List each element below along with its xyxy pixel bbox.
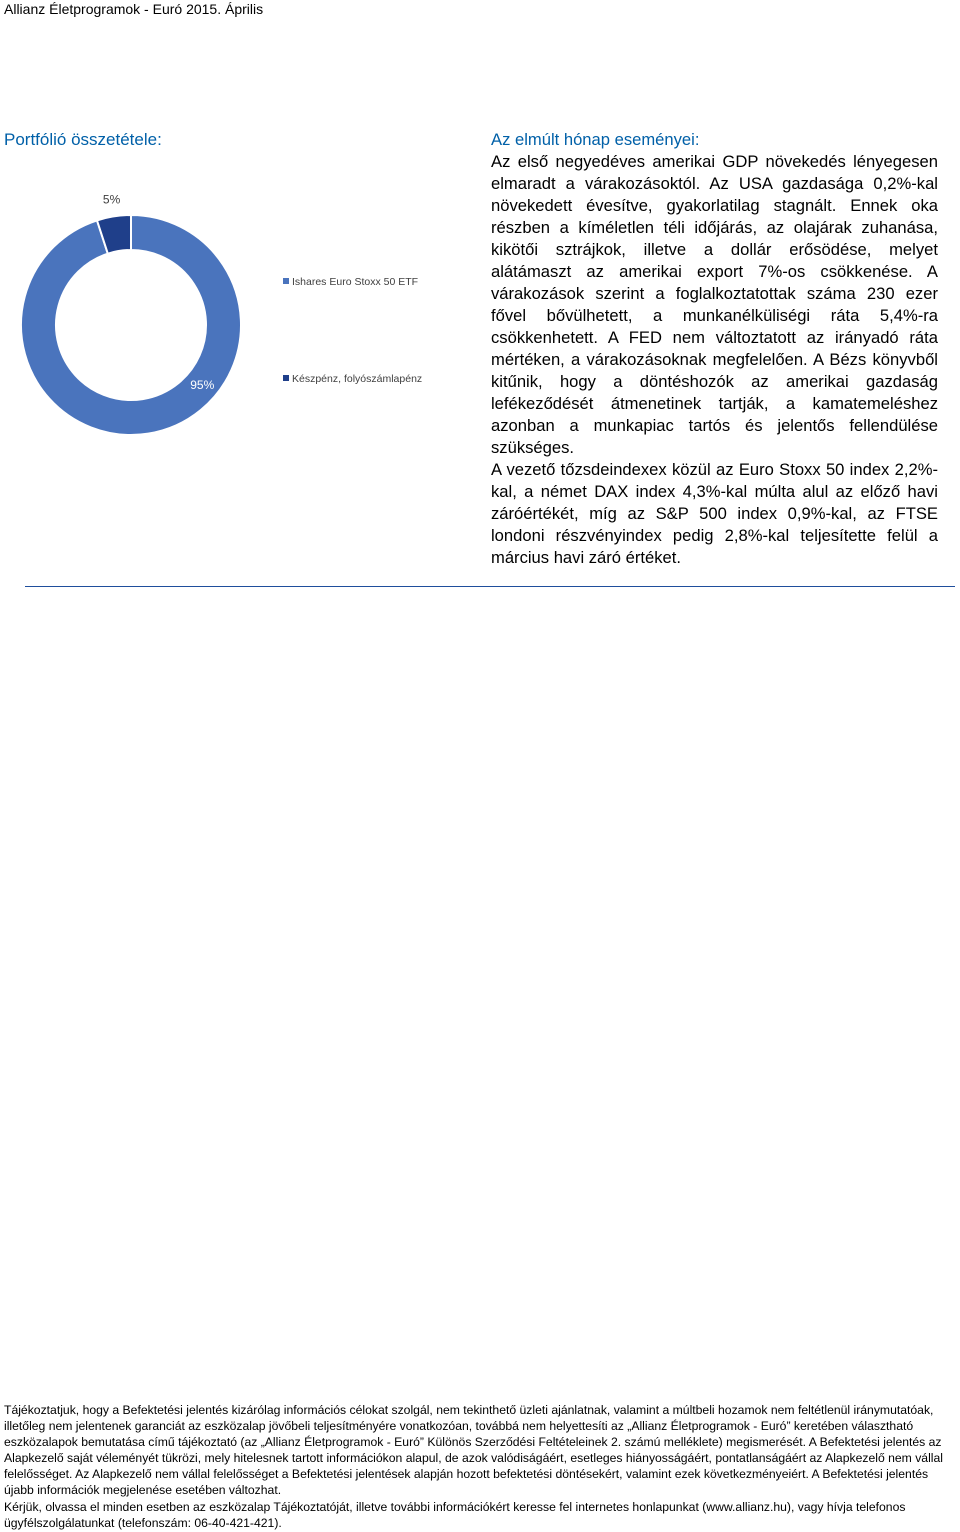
section-divider bbox=[25, 586, 955, 587]
news-paragraph-1: Az első negyedéves amerikai GDP növekedés lényegesen elmaradt a várakozásoktól. Az USA gazdasága 0,2%-kal növekedett évesítve, gyakorlatilag stagnált. Ennek oka részben a kíméletlen téli időjárás, az olajárak zuhanása, kikötői sztrájkok, illetve a dollár erősödése, melyet alátámaszt az amerikai export 7%-os csökkenése. A várakozások szerint a foglalkoztatottak száma 230 ezer fővel bővülhetett, a munkanélküliségi ráta 5,4%-ra csökkenhetett. A FED nem változtatott az irányadó ráta mértéken, a várakozásoknak megfelelően. A Bézs könyvből kitűnik, hogy a döntéshozók az amerikai gazdaság lefékeződését átmenetinek tartják, a kamatemeléshez azonban a munkapiac tartós és jelentős fellendülése szükséges. bbox=[491, 152, 938, 457]
portfolio-heading: Portfólió összetétele: bbox=[4, 130, 162, 149]
legend-label-cash: Készpénz, folyószámlapénz bbox=[292, 372, 423, 385]
news-paragraph-2: A vezető tőzsdeindexex közül az Euro Stoxx 50 index 2,2%-kal, a német DAX index 4,3%-kal múlta alul az előző havi záróértékét, míg az S&P 500 index 0,9%-kal, az FTSE londoni részvényindex pedig 2,8%-kal teljesítette felül a március havi záró értéket. bbox=[491, 460, 938, 567]
news-heading: Az elmúlt hónap eseményei: bbox=[491, 130, 700, 149]
legend-swatch-cash bbox=[283, 375, 289, 381]
data-label-etf: 95% bbox=[190, 378, 215, 393]
disclaimer bbox=[4, 1402, 954, 1531]
portfolio-donut-svg bbox=[0, 0, 480, 560]
legend-label-etf: Ishares Euro Stoxx 50 ETF bbox=[292, 275, 419, 288]
disclaimer-paragraph-1: Tájékoztatjuk, hogy a Befektetési jelentés kizárólag információs célokat szolgál, nem tekinthető üzleti ajánlatnak, valamint a múltbeli hozamok nem feltétlenül iránymutatóak, illetőleg nem jelentenek garanciát az eszközalap jövőbeli teljesítményére vonatkozóan, továbbá nem helyettesíti az „Allianz Életprogramok - Euró” keretében választható eszközalapok bemutatása című tájékoztató (az „Allianz Életprogramok - Euró” Különös Szerződési Feltételeinek 2. számú melléklete) megismerését. A Befektetési jelentés az Alapkezelő saját véleményét tükrözi, mely hitelesnek tartott információkon alapul, de azok valódiságáért, esetleges hiányosságáért, pontatlanságáért az Alapkezelő nem vállal felelősséget. Az Alapkezelő nem vállal felelősséget a Befektetési jelentések alapján hozott befektetési döntésekért, valamint ezek következményeiért. A Befektetési jelentés újabb információk megjelenése esetében változhat. bbox=[4, 1403, 943, 1498]
news-section bbox=[491, 129, 938, 569]
document-header-title: Allianz Életprogramok - Euró 2015. Április bbox=[4, 1, 264, 17]
legend-swatch-etf bbox=[283, 278, 289, 284]
data-label-cash: 5% bbox=[102, 192, 121, 207]
disclaimer-paragraph-2: Kérjük, olvassa el minden esetben az eszközalap Tájékoztatóját, illetve további információkért keresse fel internetes honlapunkat (www.allianz.hu), vagy hívja telefonos ügyfélszolgálatunkat (telefonszám: 06-40-421-421). bbox=[4, 1499, 906, 1530]
portfolio-donut-chart bbox=[0, 0, 480, 560]
